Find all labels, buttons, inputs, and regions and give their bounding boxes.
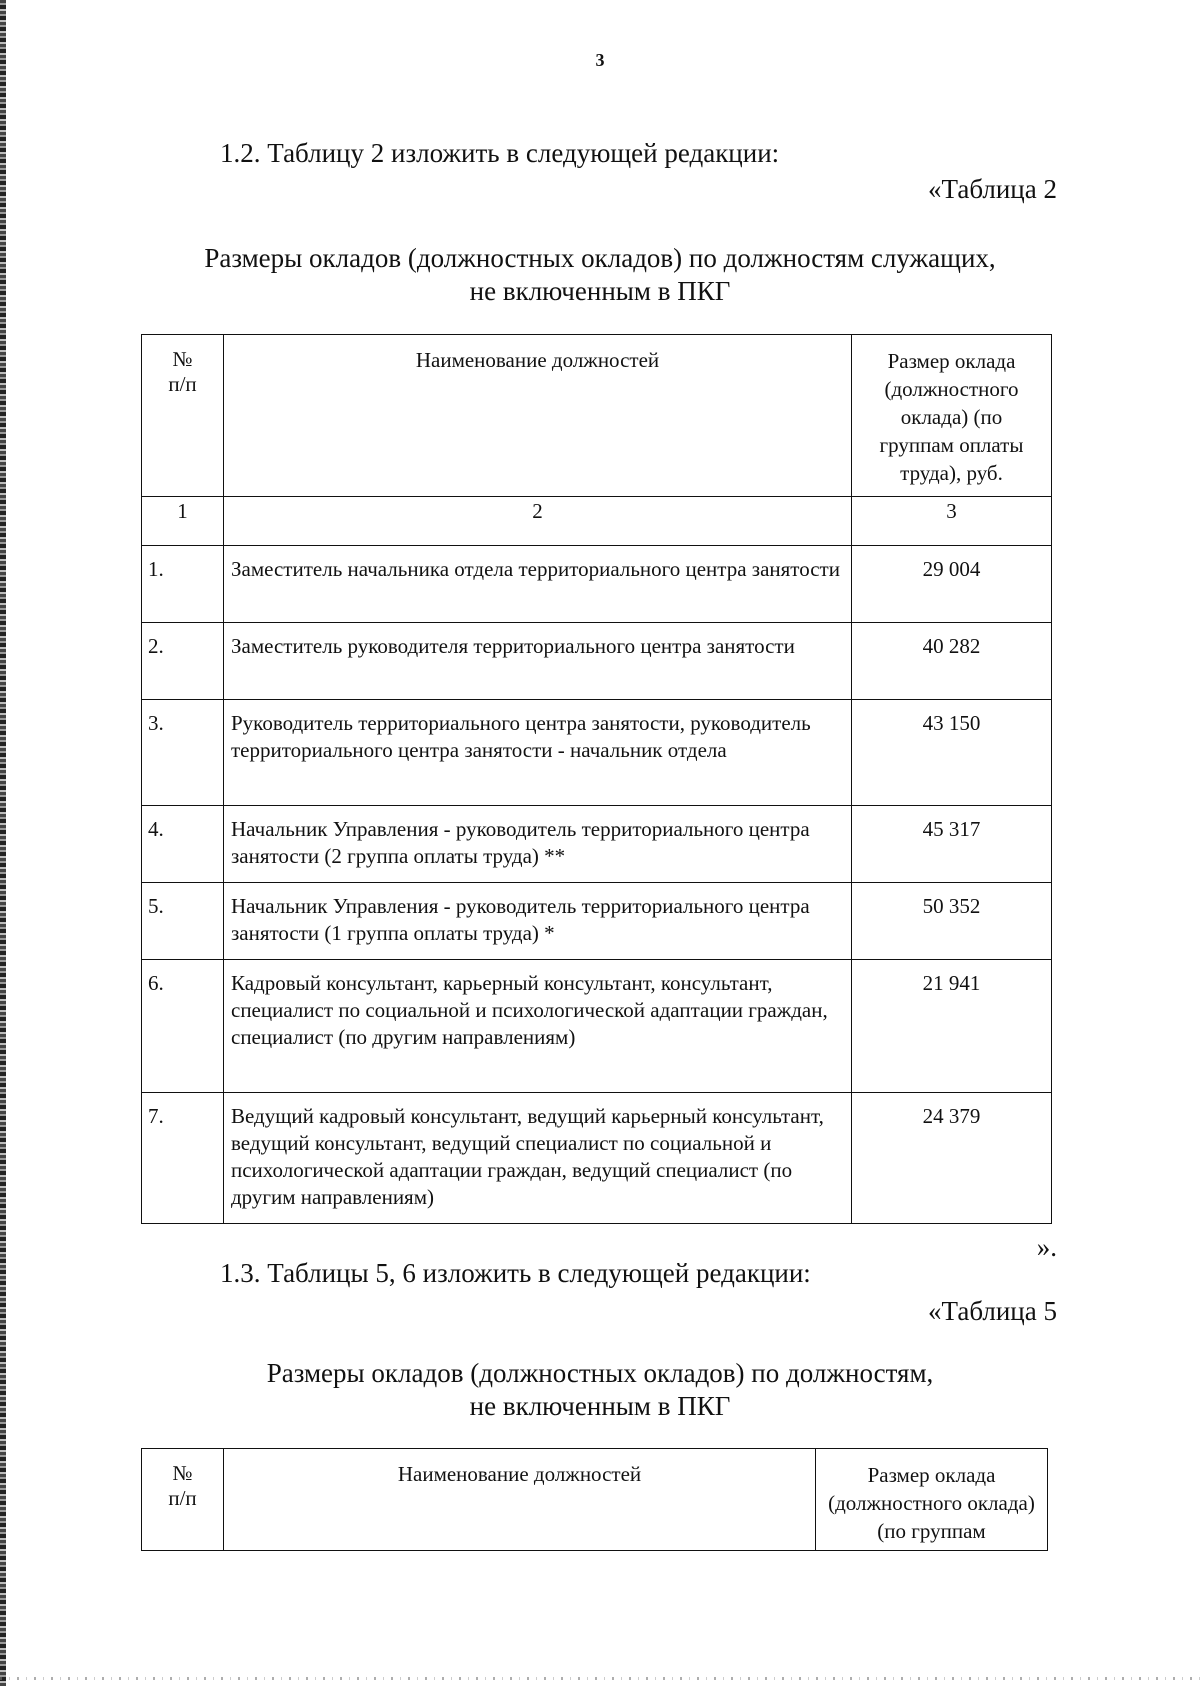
row-salary: 45 317	[852, 806, 1052, 883]
table-2-closing-quote: ».	[1036, 1232, 1057, 1262]
row-salary: 29 004	[852, 546, 1052, 623]
table-2-caption: «Таблица 2	[928, 174, 1057, 204]
table-row	[142, 806, 1052, 883]
row-number: 7.	[142, 1093, 224, 1224]
table-row	[142, 960, 1052, 1093]
table-2	[141, 334, 1052, 1224]
table-2-title	[0, 242, 1200, 308]
row-salary: 40 282	[852, 623, 1052, 700]
header-name: Наименование должностей	[224, 1449, 816, 1551]
scan-noise-bottom	[0, 1677, 1200, 1680]
table-row	[142, 623, 1052, 700]
table-5-title	[0, 1357, 1200, 1423]
table-2-title-line-1: Размеры окладов (должностных окладов) по должностям служащих,	[204, 243, 996, 273]
header-num: № п/п	[142, 1449, 224, 1551]
section-1-2-heading: 1.2. Таблицу 2 изложить в следующей редакции:	[220, 138, 780, 168]
table-row	[142, 1093, 1052, 1224]
table-5	[141, 1448, 1048, 1551]
header-size: Размер оклада (должностного оклада) (по группам оплаты труда), руб.	[852, 335, 1052, 497]
section-1-3-heading: 1.3. Таблицы 5, 6 изложить в следующей редакции:	[220, 1258, 811, 1288]
table-2-header-row	[142, 335, 1052, 497]
header-num: № п/п	[142, 335, 224, 497]
index-cell-1: 1	[142, 497, 224, 546]
row-number: 2.	[142, 623, 224, 700]
row-number: 5.	[142, 883, 224, 960]
page-number: 3	[595, 50, 605, 70]
row-position-name: Руководитель территориального центра занятости, руководитель территориального центра занятости - начальник отдела	[224, 700, 852, 806]
table-5-caption: «Таблица 5	[928, 1296, 1057, 1326]
row-position-name: Начальник Управления - руководитель территориального центра занятости (2 группа оплаты труда) **	[224, 806, 852, 883]
table-5-title-line-1: Размеры окладов (должностных окладов) по должностям,	[266, 1358, 934, 1388]
row-position-name: Заместитель начальника отдела территориального центра занятости	[224, 546, 852, 623]
row-number: 3.	[142, 700, 224, 806]
table-2-title-line-2: не включенным в ПКГ	[469, 276, 731, 306]
index-cell-3: 3	[852, 497, 1052, 546]
table-row	[142, 546, 1052, 623]
row-position-name: Ведущий кадровый консультант, ведущий карьерный консультант, ведущий консультант, ведущий специалист по социальной и психологической адаптации граждан, ведущий специалист (по другим направлениям)	[224, 1093, 852, 1224]
row-salary: 50 352	[852, 883, 1052, 960]
header-size: Размер оклада (должностного оклада) (по группам	[816, 1449, 1048, 1551]
row-salary: 43 150	[852, 700, 1052, 806]
index-cell-2: 2	[224, 497, 852, 546]
row-position-name: Начальник Управления - руководитель территориального центра занятости (1 группа оплаты труда) *	[224, 883, 852, 960]
row-number: 1.	[142, 546, 224, 623]
table-5-title-line-2: не включенным в ПКГ	[469, 1391, 731, 1421]
row-position-name: Кадровый консультант, карьерный консультант, консультант, специалист по социальной и психологической адаптации граждан, специалист (по другим направлениям)	[224, 960, 852, 1093]
table-row	[142, 883, 1052, 960]
table-5-header-row	[142, 1449, 1048, 1551]
table-row	[142, 700, 1052, 806]
header-name: Наименование должностей	[224, 335, 852, 497]
row-salary: 21 941	[852, 960, 1052, 1093]
table-2-index-row	[142, 497, 1052, 546]
row-number: 6.	[142, 960, 224, 1093]
row-salary: 24 379	[852, 1093, 1052, 1224]
row-number: 4.	[142, 806, 224, 883]
row-position-name: Заместитель руководителя территориального центра занятости	[224, 623, 852, 700]
